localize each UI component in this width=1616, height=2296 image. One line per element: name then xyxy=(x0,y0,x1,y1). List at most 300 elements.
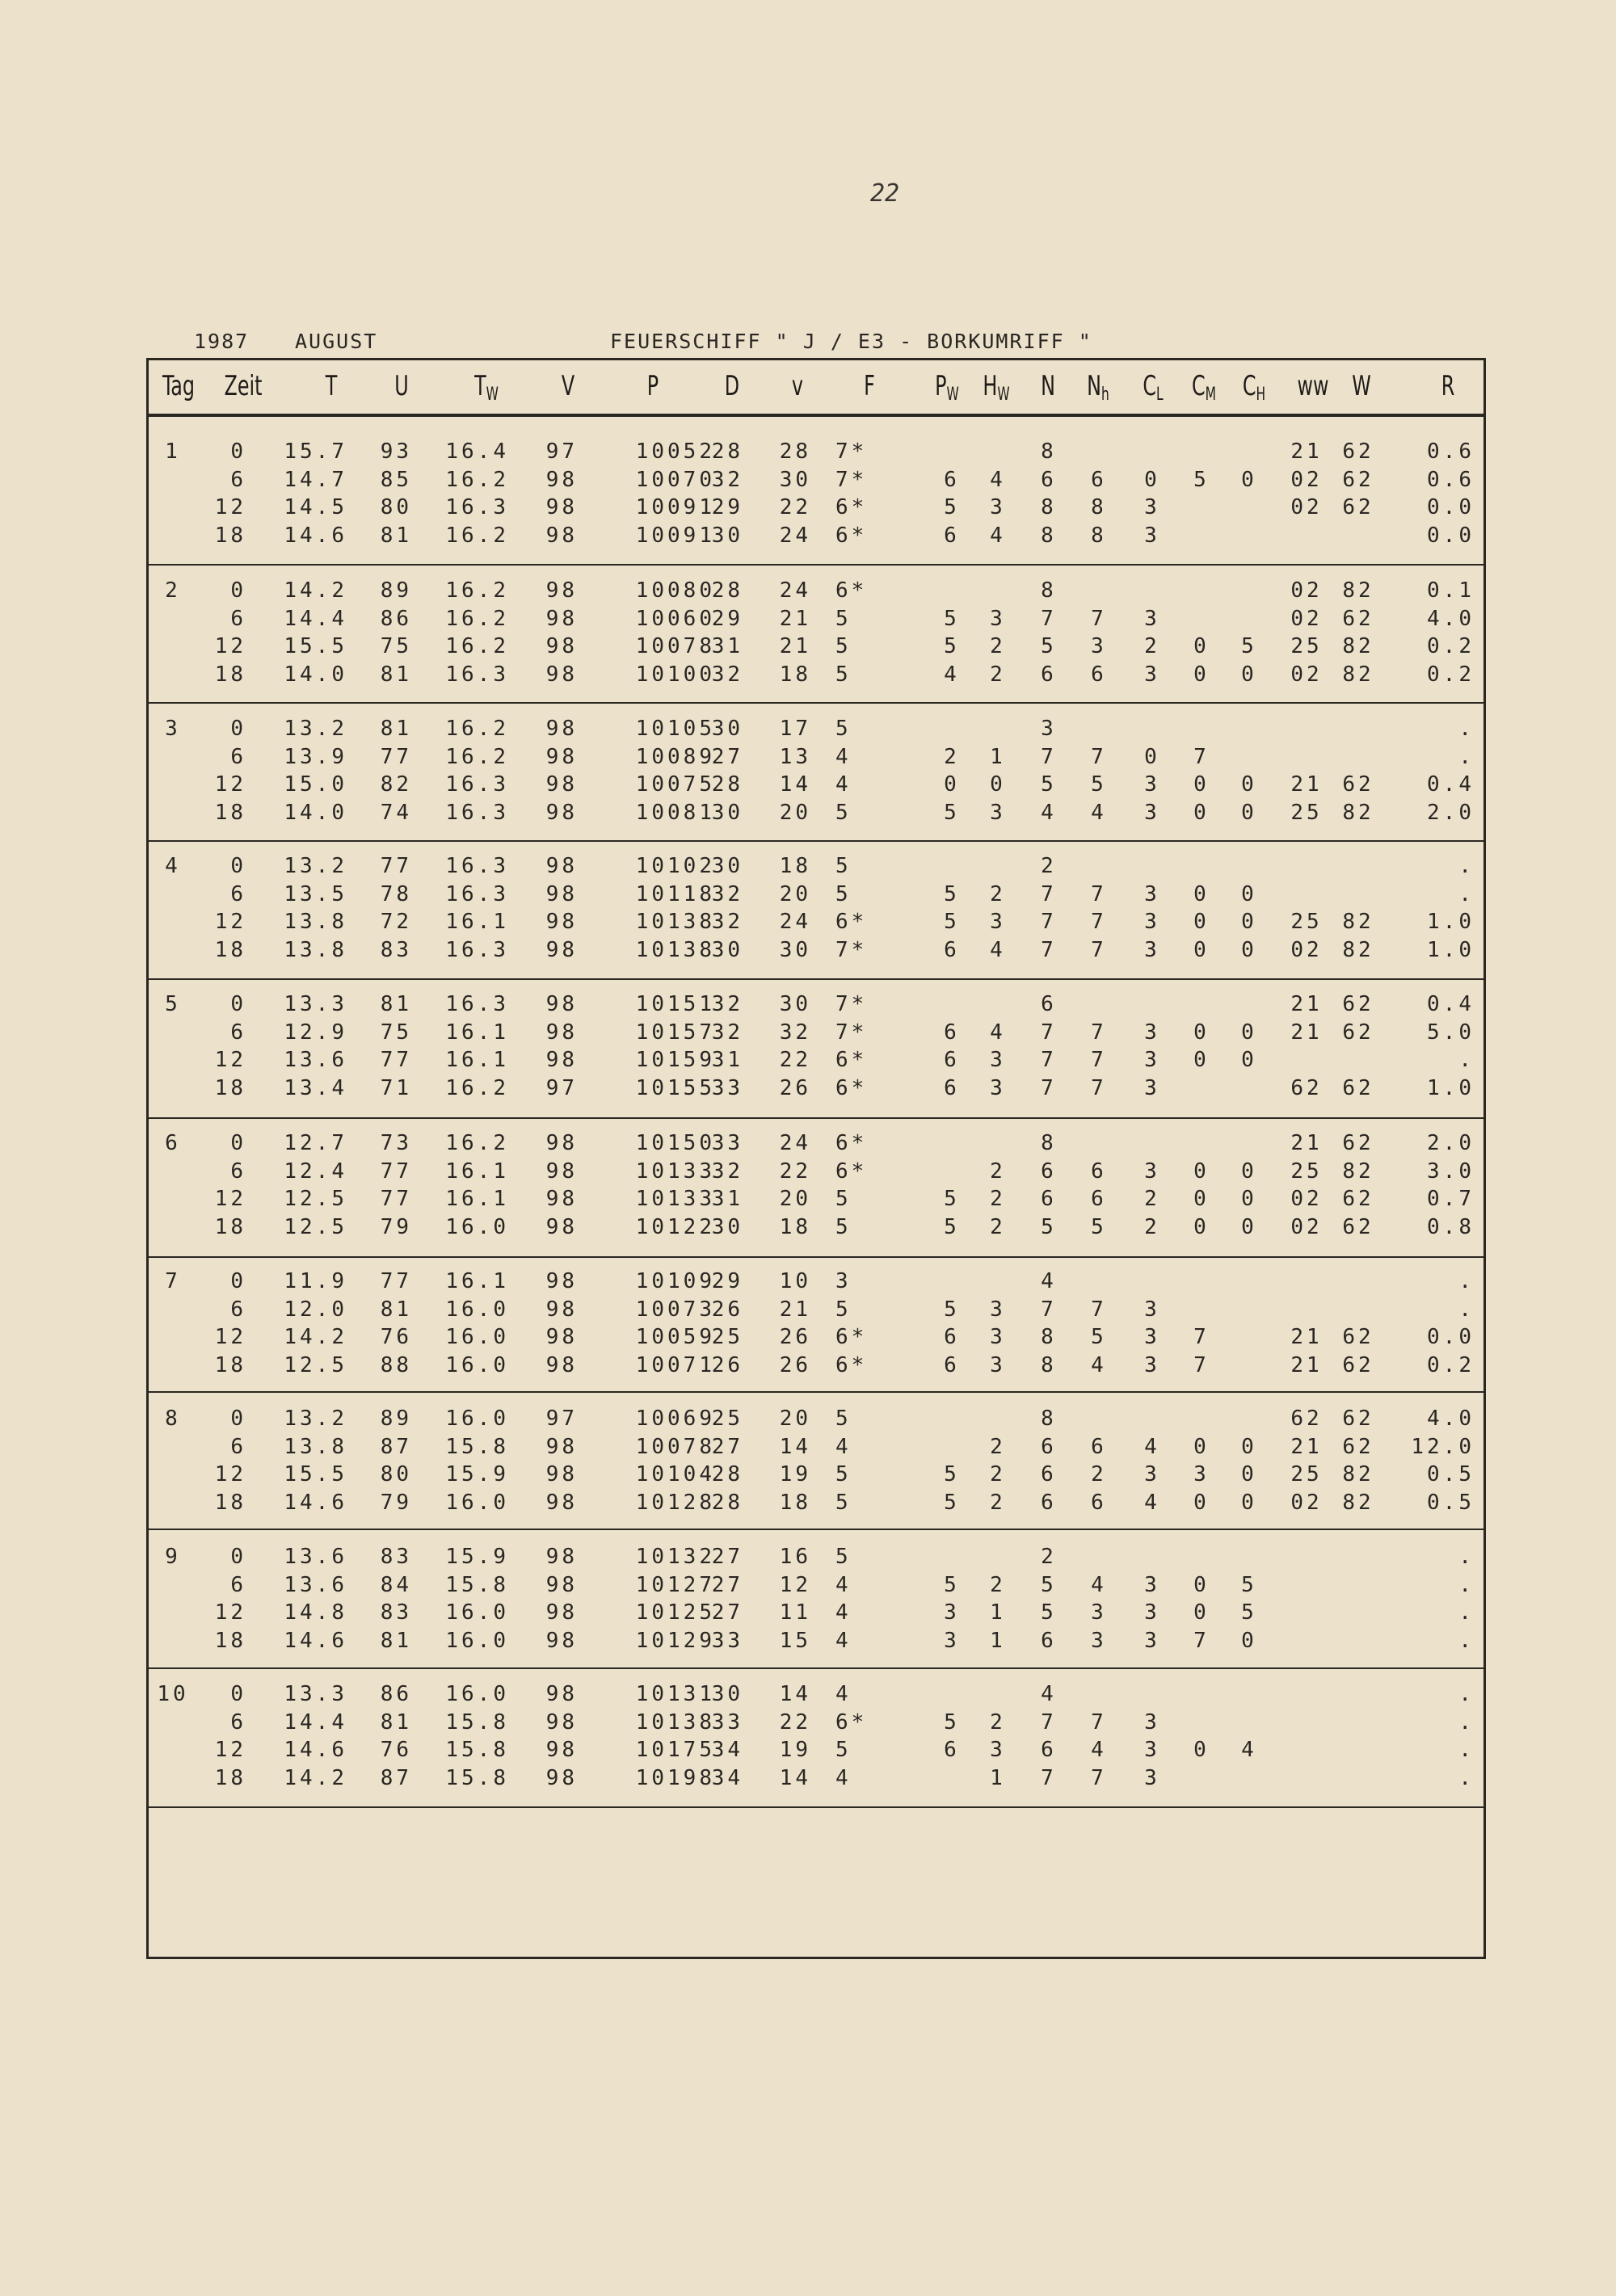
table-cell: 6* xyxy=(835,1353,868,1377)
table-cell: 12 xyxy=(214,495,246,519)
table-cell: 12 xyxy=(214,1325,246,1349)
table-cell: 0 xyxy=(230,578,246,603)
table-cell: 25 xyxy=(711,1407,743,1431)
table-cell: 28 xyxy=(711,439,743,464)
table-cell: 98 xyxy=(545,1629,578,1653)
table-cell: 6 xyxy=(1041,1491,1057,1515)
table-cell: 0 xyxy=(230,1682,246,1706)
table-cell: 0.5 xyxy=(1427,1491,1475,1515)
table-cell: 5 xyxy=(835,634,852,658)
table-cell: 62 xyxy=(1342,468,1374,492)
table-cell: 16.3 xyxy=(445,801,509,825)
table-cell: 10078 xyxy=(635,634,715,658)
table-cell: 22 xyxy=(779,495,811,519)
table-cell: 6* xyxy=(835,910,868,934)
table-cell: 7 xyxy=(1091,745,1107,769)
table-cell: 27 xyxy=(711,1435,743,1459)
table-cell: 98 xyxy=(545,1048,578,1072)
table-cell: 0 xyxy=(1193,882,1210,906)
table-cell: 5 xyxy=(835,1215,852,1239)
table-cell: 12 xyxy=(214,1462,246,1487)
table-cell: 0.4 xyxy=(1427,992,1475,1016)
table-cell: 16.3 xyxy=(445,495,509,519)
table-cell: 10131 xyxy=(635,1682,715,1706)
column-header xyxy=(625,370,681,402)
table-cell: 81 xyxy=(380,1710,412,1735)
table-cell: 71 xyxy=(380,1076,412,1100)
table-cell: 13.8 xyxy=(284,938,347,962)
table-cell: 5 xyxy=(944,1710,960,1735)
table-cell: 86 xyxy=(380,607,412,631)
table-cell: 5 xyxy=(1193,468,1210,492)
table-cell: 5 xyxy=(835,882,852,906)
table-cell: 4 xyxy=(835,1600,852,1625)
table-cell: 30 xyxy=(711,524,743,548)
table-cell: 16.3 xyxy=(445,772,509,797)
table-cell: 3 xyxy=(990,495,1006,519)
table-cell: 34 xyxy=(711,1766,743,1790)
table-cell: 5 xyxy=(944,634,960,658)
table-cell: 3 xyxy=(1144,1353,1160,1377)
table-cell: 98 xyxy=(545,1491,578,1515)
table-cell: 10078 xyxy=(635,1435,715,1459)
column-header-label: Zeit xyxy=(224,370,263,402)
table-cell: 1 xyxy=(990,1766,1006,1790)
table-cell: 13 xyxy=(779,745,811,769)
table-cell: 98 xyxy=(545,1766,578,1790)
table-cell: 0.6 xyxy=(1427,439,1475,464)
table-cell: 62 xyxy=(1342,772,1374,797)
table-cell: 18 xyxy=(214,1629,246,1653)
table-cell: 5 xyxy=(835,1187,852,1211)
table-cell: 10080 xyxy=(635,578,715,603)
table-cell: 18 xyxy=(214,1076,246,1100)
table-cell: 4 xyxy=(835,1435,852,1459)
table-cell: 0.2 xyxy=(1427,662,1475,687)
table-cell: 10157 xyxy=(635,1020,715,1045)
table-cell: 77 xyxy=(380,854,412,878)
table-cell: 98 xyxy=(545,662,578,687)
column-header xyxy=(769,370,826,402)
table-cell: 16.1 xyxy=(445,1159,509,1184)
table-cell: 0 xyxy=(1193,634,1210,658)
column-header-label: R xyxy=(1441,370,1455,402)
table-cell: 4 xyxy=(835,1573,852,1597)
column-header-subscript: H xyxy=(1256,385,1266,405)
table-cell: 6 xyxy=(1041,1738,1057,1762)
table-cell: 32 xyxy=(711,882,743,906)
table-cell: 5 xyxy=(1241,634,1257,658)
table-cell: 3 xyxy=(1144,910,1160,934)
table-cell: 21 xyxy=(1290,1325,1323,1349)
table-cell: 16.0 xyxy=(445,1353,509,1377)
table-cell: 28 xyxy=(711,1491,743,1515)
table-cell: 6 xyxy=(230,1297,246,1322)
table-cell: 98 xyxy=(545,1215,578,1239)
table-cell: 16.1 xyxy=(445,1269,509,1293)
table-cell: 5 xyxy=(944,607,960,631)
table-cell: 0.7 xyxy=(1427,1187,1475,1211)
table-cell: 6 xyxy=(944,468,960,492)
column-header xyxy=(1070,370,1126,405)
table-cell: 6* xyxy=(835,1048,868,1072)
table-cell: 5 xyxy=(1241,1600,1257,1625)
table-cell: 02 xyxy=(1290,495,1323,519)
table-cell: 62 xyxy=(1342,1325,1374,1349)
table-cell: 3 xyxy=(1091,1629,1107,1653)
table-cell: 7 xyxy=(1091,1766,1107,1790)
table-cell: 14.5 xyxy=(284,495,347,519)
table-cell: 10127 xyxy=(635,1573,715,1597)
table-cell: 98 xyxy=(545,468,578,492)
column-header-label: v xyxy=(791,370,804,402)
table-cell: 26 xyxy=(779,1353,811,1377)
table-cell: 16.2 xyxy=(445,607,509,631)
table-cell: 10105 xyxy=(635,717,715,741)
table-cell: 7 xyxy=(1041,938,1057,962)
table-cell: 5 xyxy=(835,854,852,878)
table-cell: 98 xyxy=(545,1159,578,1184)
table-cell: 10132 xyxy=(635,1545,715,1569)
table-cell: 5 xyxy=(1041,1600,1057,1625)
day-number: 5 xyxy=(165,992,181,1016)
table-cell: 02 xyxy=(1290,578,1323,603)
table-cell: 16.0 xyxy=(445,1682,509,1706)
table-cell: 0.6 xyxy=(1427,468,1475,492)
table-cell: 10 xyxy=(779,1269,811,1293)
table-cell: 16.0 xyxy=(445,1491,509,1515)
column-header xyxy=(150,370,207,402)
table-cell: 82 xyxy=(1342,1462,1374,1487)
table-cell: 5 xyxy=(944,1297,960,1322)
table-cell: 5.0 xyxy=(1427,1020,1475,1045)
table-cell: 82 xyxy=(1342,1491,1374,1515)
table-cell: 33 xyxy=(711,1629,743,1653)
table-cell: 14 xyxy=(779,772,811,797)
table-cell: 75 xyxy=(380,634,412,658)
table-cell: 62 xyxy=(1342,1215,1374,1239)
table-cell: 5 xyxy=(1041,1215,1057,1239)
table-cell: 5 xyxy=(835,1297,852,1322)
table-cell: 5 xyxy=(944,882,960,906)
table-cell: 2 xyxy=(990,1187,1006,1211)
table-cell: 4 xyxy=(1241,1738,1257,1762)
table-cell: 6* xyxy=(835,524,868,548)
column-header xyxy=(1125,370,1181,405)
table-cell: 20 xyxy=(779,801,811,825)
table-cell: 82 xyxy=(1342,801,1374,825)
table-cell: 10052 xyxy=(635,439,715,464)
table-cell: 6 xyxy=(944,1020,960,1045)
table-rule xyxy=(149,564,1483,566)
table-cell: 10075 xyxy=(635,772,715,797)
table-cell: 16.2 xyxy=(445,1131,509,1155)
table-cell: 16.0 xyxy=(445,1600,509,1625)
table-cell: 6 xyxy=(1041,1187,1057,1211)
table-cell: 30 xyxy=(711,1682,743,1706)
table-cell: 6 xyxy=(1041,992,1057,1016)
table-cell: 19 xyxy=(779,1738,811,1762)
table-rule xyxy=(149,415,1483,417)
table-cell: . xyxy=(1458,1682,1475,1706)
column-header xyxy=(373,370,430,402)
table-cell: 5 xyxy=(835,801,852,825)
table-cell: 3 xyxy=(1144,938,1160,962)
table-cell: . xyxy=(1458,1269,1475,1293)
table-cell: 6 xyxy=(1091,468,1107,492)
table-cell: 62 xyxy=(1342,1131,1374,1155)
table-cell: 13.2 xyxy=(284,1407,347,1431)
table-cell: 7 xyxy=(1091,938,1107,962)
table-cell: 89 xyxy=(380,1407,412,1431)
table-cell: 14.7 xyxy=(284,468,347,492)
day-number: 2 xyxy=(165,578,181,603)
table-cell: 26 xyxy=(711,1297,743,1322)
table-cell: 3 xyxy=(990,910,1006,934)
table-cell: 75 xyxy=(380,1020,412,1045)
table-cell: 8 xyxy=(1091,495,1107,519)
day-number: 3 xyxy=(165,717,181,741)
table-cell: 82 xyxy=(1342,634,1374,658)
table-cell: 6 xyxy=(944,1325,960,1349)
table-cell: 7 xyxy=(1041,1297,1057,1322)
table-cell: 5 xyxy=(944,495,960,519)
table-rule xyxy=(149,1529,1483,1530)
table-cell: 2.0 xyxy=(1427,801,1475,825)
table-cell: 89 xyxy=(380,578,412,603)
table-cell: 10122 xyxy=(635,1215,715,1239)
table-cell: 26 xyxy=(711,1353,743,1377)
table-cell: 14.6 xyxy=(284,524,347,548)
table-cell: 19 xyxy=(779,1462,811,1487)
table-cell: 7 xyxy=(1091,607,1107,631)
table-cell: 33 xyxy=(711,1131,743,1155)
table-cell: . xyxy=(1458,1297,1475,1322)
table-cell: 0 xyxy=(1193,1600,1210,1625)
table-cell: 10150 xyxy=(635,1131,715,1155)
table-cell: 4 xyxy=(1091,1573,1107,1597)
table-cell: 77 xyxy=(380,1269,412,1293)
table-cell: 7 xyxy=(1091,882,1107,906)
table-cell: 8 xyxy=(1091,524,1107,548)
table-cell: 12 xyxy=(214,910,246,934)
table-cell: 3 xyxy=(1144,1325,1160,1349)
table-cell: 5 xyxy=(835,1545,852,1569)
table-cell: 2 xyxy=(1041,854,1057,878)
table-cell: 12.5 xyxy=(284,1215,347,1239)
table-cell: 0 xyxy=(1144,468,1160,492)
table-cell: 26 xyxy=(779,1325,811,1349)
table-cell: 83 xyxy=(380,1600,412,1625)
table-cell: 16.2 xyxy=(445,745,509,769)
table-cell: 18 xyxy=(214,1766,246,1790)
table-cell: 10102 xyxy=(635,854,715,878)
table-cell: 24 xyxy=(779,910,811,934)
table-cell: 77 xyxy=(380,1187,412,1211)
table-cell: 15.8 xyxy=(445,1435,509,1459)
column-header-label: Tag xyxy=(162,370,195,402)
table-cell: 16.0 xyxy=(445,1297,509,1322)
column-header-label: D xyxy=(724,370,740,402)
table-cell: 10125 xyxy=(635,1600,715,1625)
table-cell: 13.3 xyxy=(284,1682,347,1706)
table-cell: 30 xyxy=(711,938,743,962)
table-cell: 29 xyxy=(711,607,743,631)
table-cell: 14.0 xyxy=(284,662,347,687)
table-cell: 82 xyxy=(1342,578,1374,603)
table-rule xyxy=(149,1667,1483,1669)
table-cell: 5 xyxy=(1091,772,1107,797)
table-cell: 3 xyxy=(944,1600,960,1625)
table-cell: 18 xyxy=(214,801,246,825)
table-cell: 4 xyxy=(835,1682,852,1706)
table-cell: 98 xyxy=(545,1710,578,1735)
table-cell: 14.6 xyxy=(284,1629,347,1653)
table-cell: 4 xyxy=(1091,1353,1107,1377)
table-cell: 12.9 xyxy=(284,1020,347,1045)
table-cell: 98 xyxy=(545,854,578,878)
table-cell: 2 xyxy=(990,1435,1006,1459)
table-cell: 02 xyxy=(1290,938,1323,962)
table-cell: 5 xyxy=(1091,1215,1107,1239)
table-cell: 10118 xyxy=(635,882,715,906)
table-cell: 15.5 xyxy=(284,634,347,658)
column-header-label: U xyxy=(394,370,409,402)
table-cell: 7 xyxy=(1041,745,1057,769)
table-cell: 0 xyxy=(1193,1159,1210,1184)
table-cell: 0 xyxy=(1241,1491,1257,1515)
table-cell: 6 xyxy=(230,1710,246,1735)
table-cell: 0.0 xyxy=(1427,1325,1475,1349)
table-cell: 22 xyxy=(779,1159,811,1184)
table-cell: 16.2 xyxy=(445,468,509,492)
table-cell: 0 xyxy=(1144,745,1160,769)
table-cell: 98 xyxy=(545,1187,578,1211)
table-cell: 62 xyxy=(1290,1407,1323,1431)
table-cell: 12.0 xyxy=(284,1297,347,1322)
table-cell: 3 xyxy=(990,1297,1006,1322)
column-header-label: C xyxy=(1242,370,1256,402)
table-cell: 8 xyxy=(1041,1131,1057,1155)
table-cell: 7 xyxy=(1041,1048,1057,1072)
table-cell: 6 xyxy=(230,745,246,769)
table-cell: 16.4 xyxy=(445,439,509,464)
table-cell: 6 xyxy=(230,1573,246,1597)
table-cell: 6 xyxy=(1041,1159,1057,1184)
table-cell: 10138 xyxy=(635,938,715,962)
table-cell: 62 xyxy=(1342,992,1374,1016)
table-cell: 14.6 xyxy=(284,1491,347,1515)
table-cell: 87 xyxy=(380,1435,412,1459)
table-cell: 11 xyxy=(779,1600,811,1625)
table-cell: 12 xyxy=(779,1573,811,1597)
table-cell: 74 xyxy=(380,801,412,825)
table-cell: 0 xyxy=(1241,1187,1257,1211)
table-cell: 81 xyxy=(380,524,412,548)
table-cell: 77 xyxy=(380,745,412,769)
table-cell: 77 xyxy=(380,1048,412,1072)
table-cell: 6 xyxy=(944,1353,960,1377)
table-cell: 3 xyxy=(835,1269,852,1293)
table-cell: 62 xyxy=(1342,1407,1374,1431)
table-cell: 2 xyxy=(1144,1215,1160,1239)
table-cell: 1 xyxy=(990,1629,1006,1653)
table-cell: 13.8 xyxy=(284,1435,347,1459)
column-header-label: V xyxy=(561,370,575,402)
table-cell: 16.2 xyxy=(445,1076,509,1100)
table-cell: 14 xyxy=(779,1435,811,1459)
table-cell: 98 xyxy=(545,1353,578,1377)
table-cell: 82 xyxy=(1342,662,1374,687)
table-cell: 4 xyxy=(1041,1682,1057,1706)
day-number: 6 xyxy=(165,1131,181,1155)
table-cell: 7 xyxy=(1091,1710,1107,1735)
table-cell: 0 xyxy=(230,992,246,1016)
column-header-label: N xyxy=(1041,370,1055,402)
table-cell: 0 xyxy=(230,1407,246,1431)
table-cell: 62 xyxy=(1290,1076,1323,1100)
table-cell: 30 xyxy=(779,938,811,962)
table-cell: 0.0 xyxy=(1427,524,1475,548)
table-cell: 6 xyxy=(230,1020,246,1045)
table-cell: 0 xyxy=(1241,1629,1257,1653)
table-cell: 62 xyxy=(1342,1435,1374,1459)
table-cell: 2 xyxy=(990,634,1006,658)
table-cell: 0.2 xyxy=(1427,1353,1475,1377)
table-cell: 10104 xyxy=(635,1462,715,1487)
table-cell: 18 xyxy=(214,524,246,548)
table-cell: 98 xyxy=(545,1600,578,1625)
table-cell: 80 xyxy=(380,1462,412,1487)
table-cell: 18 xyxy=(779,854,811,878)
table-cell: 21 xyxy=(1290,1435,1323,1459)
table-cell: 4.0 xyxy=(1427,607,1475,631)
table-cell: 4 xyxy=(1091,1738,1107,1762)
table-cell: 18 xyxy=(214,1353,246,1377)
table-cell: 25 xyxy=(1290,910,1323,934)
table-cell: 77 xyxy=(380,1159,412,1184)
table-cell: 02 xyxy=(1290,1491,1323,1515)
table-cell: 7 xyxy=(1193,745,1210,769)
day-number: 7 xyxy=(165,1269,181,1293)
table-cell: 7* xyxy=(835,468,868,492)
table-cell: 2 xyxy=(1041,1545,1057,1569)
table-cell: 10091 xyxy=(635,524,715,548)
table-cell: 10159 xyxy=(635,1048,715,1072)
table-cell: 10138 xyxy=(635,1710,715,1735)
table-cell: 16.0 xyxy=(445,1325,509,1349)
table-cell: 1 xyxy=(990,1600,1006,1625)
table-cell: 3 xyxy=(1144,772,1160,797)
table-cell: 76 xyxy=(380,1738,412,1762)
table-cell: 14.8 xyxy=(284,1600,347,1625)
table-cell: 14.2 xyxy=(284,578,347,603)
table-cell: 4 xyxy=(990,524,1006,548)
table-cell: 86 xyxy=(380,1682,412,1706)
table-cell: 3 xyxy=(1144,524,1160,548)
table-cell: 7* xyxy=(835,439,868,464)
table-cell: 93 xyxy=(380,439,412,464)
table-cell: 14.4 xyxy=(284,607,347,631)
table-cell: 10081 xyxy=(635,801,715,825)
table-cell: 3 xyxy=(1144,1076,1160,1100)
table-cell: 4 xyxy=(835,745,852,769)
table-cell: 0 xyxy=(1241,801,1257,825)
column-header xyxy=(1420,370,1476,402)
table-cell: 0 xyxy=(1241,1215,1257,1239)
table-cell: 3 xyxy=(1144,662,1160,687)
table-cell: . xyxy=(1458,1629,1475,1653)
